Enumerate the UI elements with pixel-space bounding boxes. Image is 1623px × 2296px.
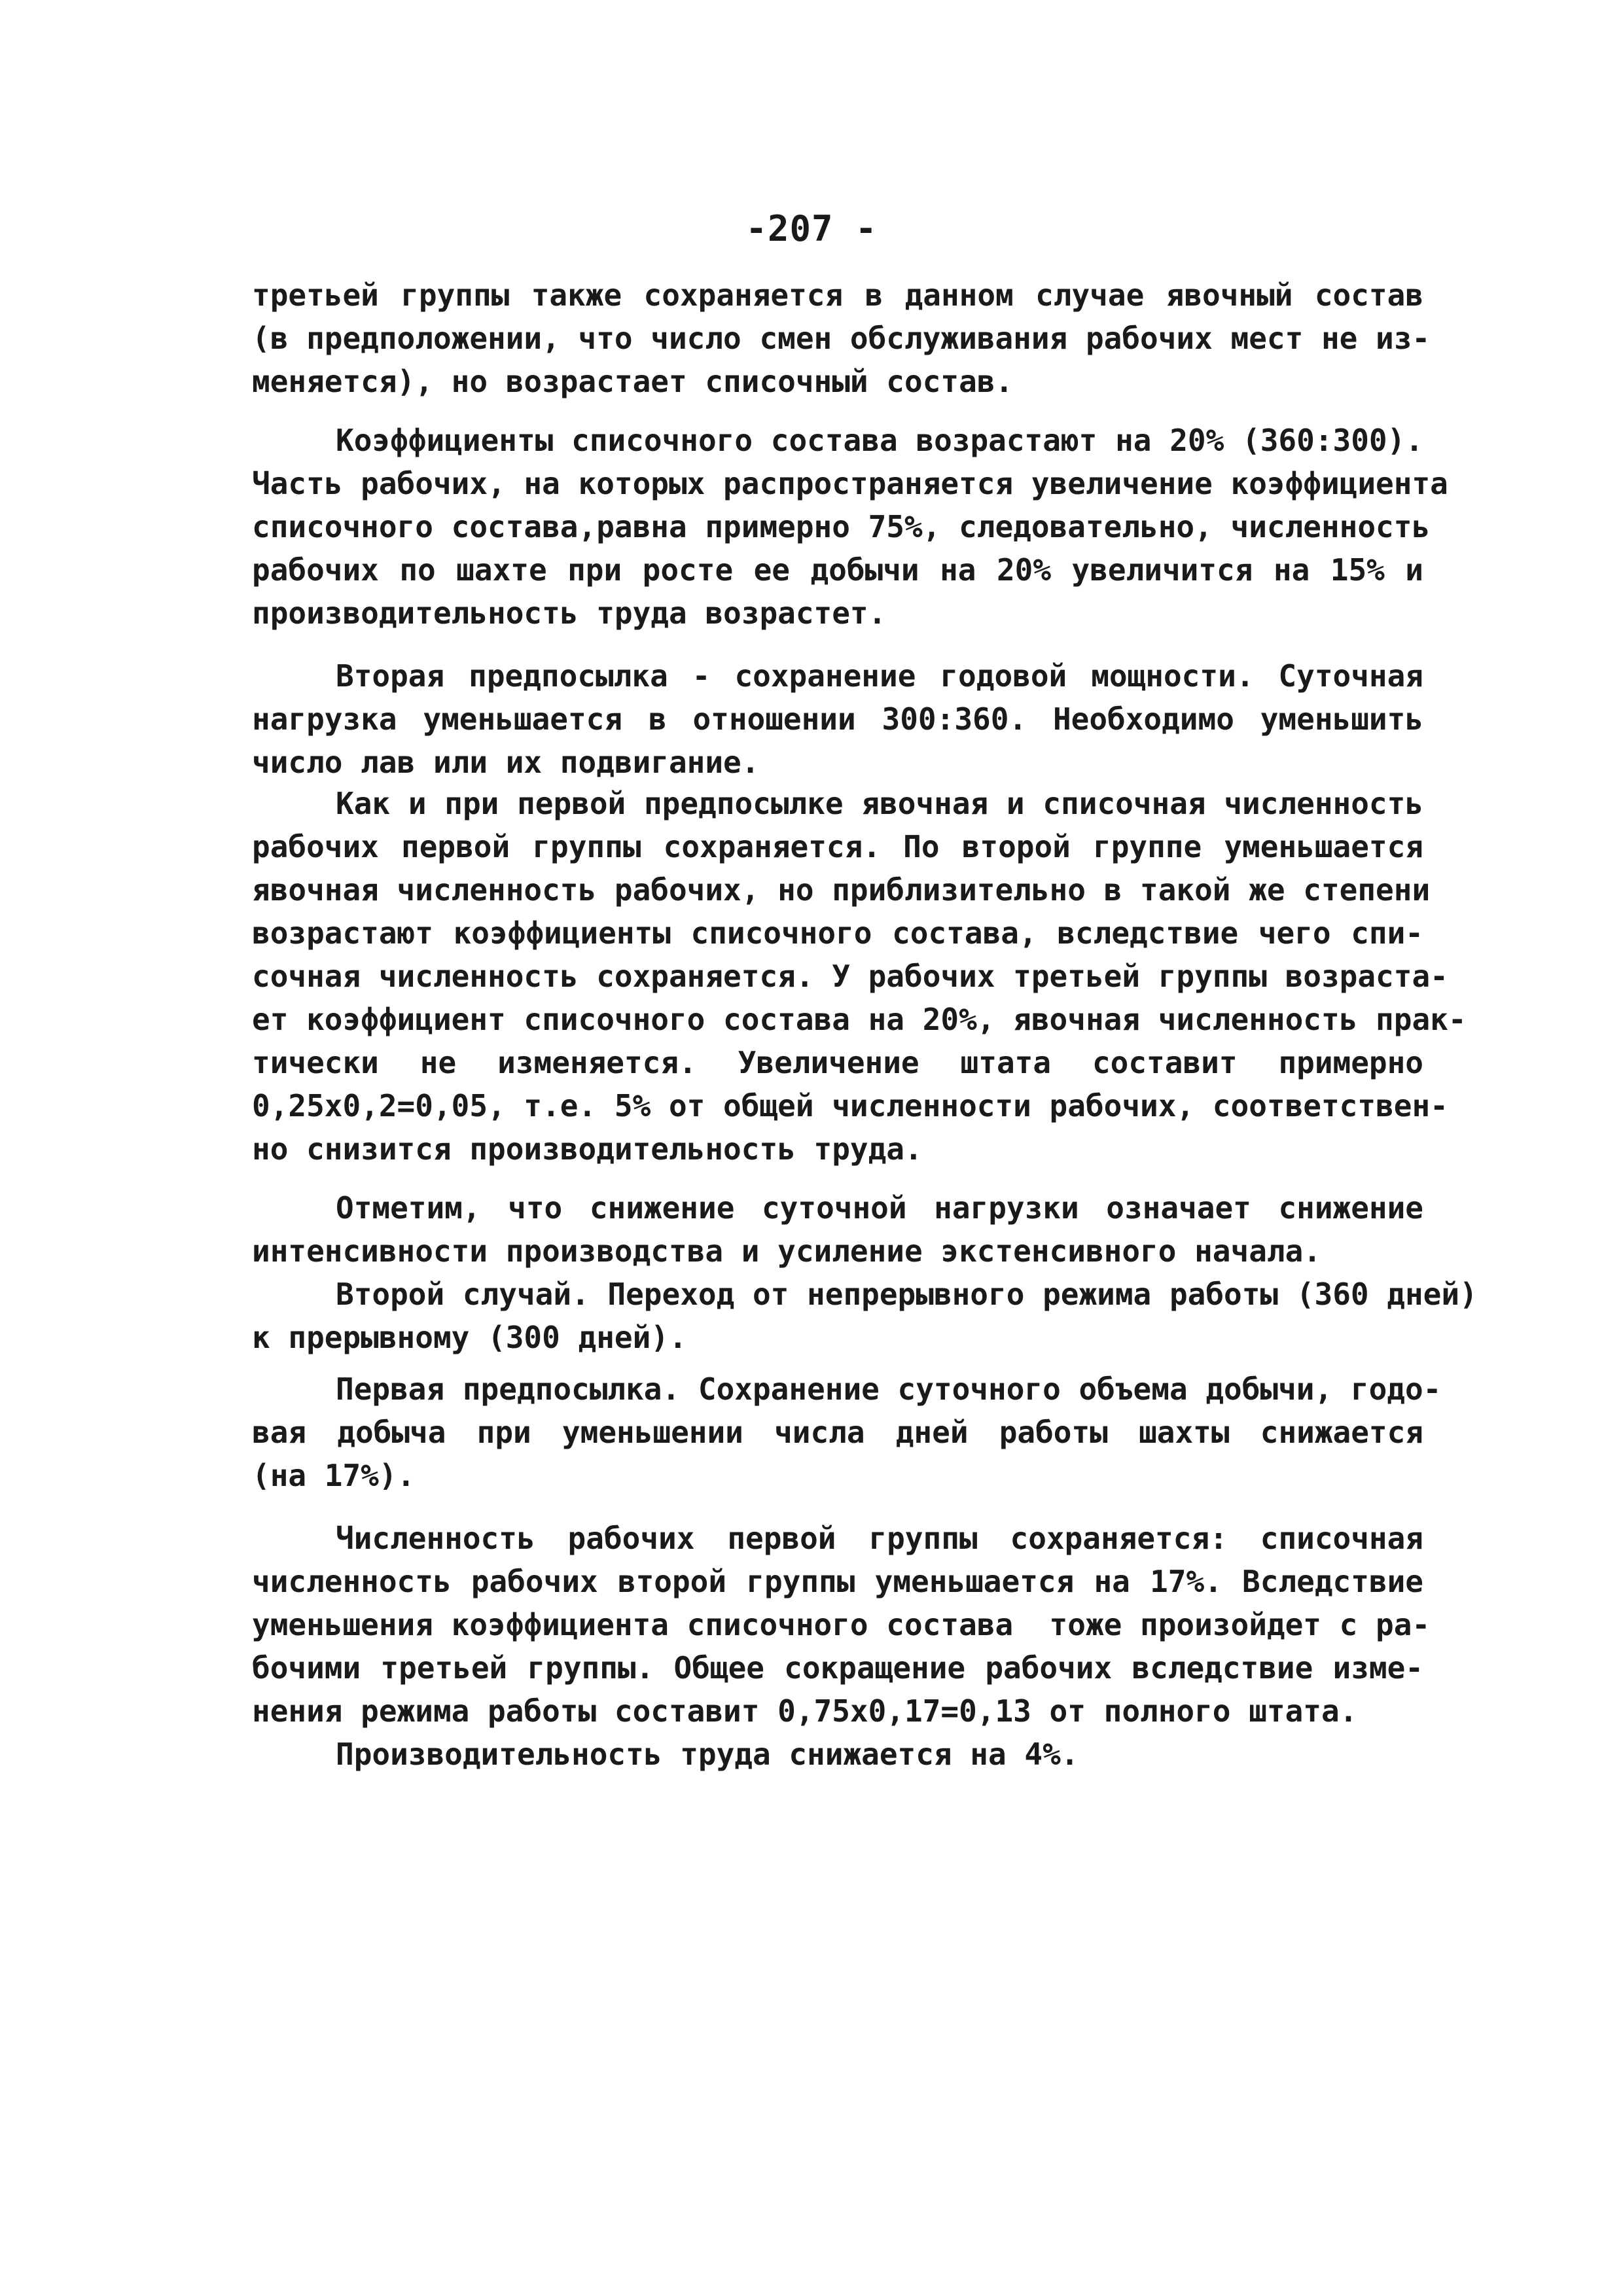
- text-line: списочного состава,равна примерно 75%, следовательно, численность: [252, 509, 1431, 544]
- text-line: меняется), но возрастает списочный состав.: [252, 364, 1014, 399]
- text-line: явочная численность рабочих, но приблизительно в такой же степени: [252, 872, 1431, 908]
- text-line: число лав или их подвигание.: [252, 745, 760, 780]
- text-line: нения режима работы составит 0,75х0,17=0,13 от полного штата.: [252, 1693, 1358, 1729]
- text-line: сочная численность сохраняется. У рабочих третьей группы возраста-: [252, 959, 1448, 994]
- paragraph-8: [252, 1517, 1431, 1733]
- paragraph-2: [252, 419, 1448, 635]
- paragraph-1: [252, 274, 1431, 403]
- text-line: Первая предпосылка. Сохранение суточного объема добычи, годо-: [336, 1371, 1442, 1407]
- paragraph-6: [252, 1273, 1478, 1359]
- text-line: вая добыча при уменьшении числа дней работы шахты снижается: [252, 1415, 1423, 1450]
- text-line: но снизится производительность труда.: [252, 1131, 923, 1167]
- text-line: численность рабочих второй группы уменьшается на 17%. Вследствие: [252, 1564, 1423, 1599]
- paragraph-7: [252, 1368, 1442, 1497]
- text-line: 0,25х0,2=0,05, т.е. 5% от общей численности рабочих, соответствен-: [252, 1088, 1448, 1123]
- text-line: ет коэффициент списочного состава на 20%, явочная численность прак-: [252, 1002, 1467, 1037]
- text-line: производительность труда возрастет.: [252, 595, 887, 631]
- text-line: уменьшения коэффициента списочного состава тоже произойдет с ра-: [252, 1607, 1431, 1642]
- text-line: Как и при первой предпосылке явочная и списочная численность: [336, 786, 1423, 821]
- text-line: Отметим, что снижение суточной нагрузки означает снижение: [336, 1190, 1423, 1226]
- text-line: Коэффициенты списочного состава возрастают на 20% (360:300).: [336, 423, 1423, 458]
- paragraph-4: [252, 782, 1467, 1171]
- page-number: -207 -: [745, 208, 878, 249]
- paragraph-5: [252, 1186, 1423, 1273]
- text-line: к прерывному (300 дней).: [252, 1320, 687, 1355]
- text-line: нагрузка уменьшается в отношении 300:360. Необходимо уменьшить: [252, 701, 1423, 737]
- text-line: третьей группы также сохраняется в данном случае явочный состав: [252, 277, 1423, 313]
- text-line: Второй случай. Переход от непрерывного режима работы (360 дней): [336, 1277, 1478, 1312]
- text-line: рабочих по шахте при росте ее добычи на 20% увеличится на 15% и: [252, 552, 1423, 588]
- text-line: интенсивности производства и усиление экстенсивного начала.: [252, 1233, 1321, 1269]
- text-line: возрастают коэффициенты списочного состава, вследствие чего спи-: [252, 915, 1423, 951]
- text-line: рабочих первой группы сохраняется. По второй группе уменьшается: [252, 829, 1423, 864]
- text-line: Часть рабочих, на которых распространяется увеличение коэффициента: [252, 466, 1448, 501]
- text-line: (на 17%).: [252, 1458, 416, 1493]
- paragraph-3: [252, 654, 1423, 784]
- text-line: Численность рабочих первой группы сохраняется: списочная: [336, 1521, 1423, 1556]
- text-line: бочими третьей группы. Общее сокращение рабочих вследствие изме-: [252, 1650, 1423, 1686]
- text-line: Вторая предпосылка - сохранение годовой мощности. Суточная: [336, 658, 1423, 694]
- text-line: Производительность труда снижается на 4%.: [336, 1737, 1079, 1772]
- text-line: тически не изменяется. Увеличение штата составит примерно: [252, 1045, 1423, 1080]
- text-line: (в предположении, что число смен обслуживания рабочих мест не из-: [252, 321, 1431, 356]
- paragraph-9: [252, 1733, 1423, 1776]
